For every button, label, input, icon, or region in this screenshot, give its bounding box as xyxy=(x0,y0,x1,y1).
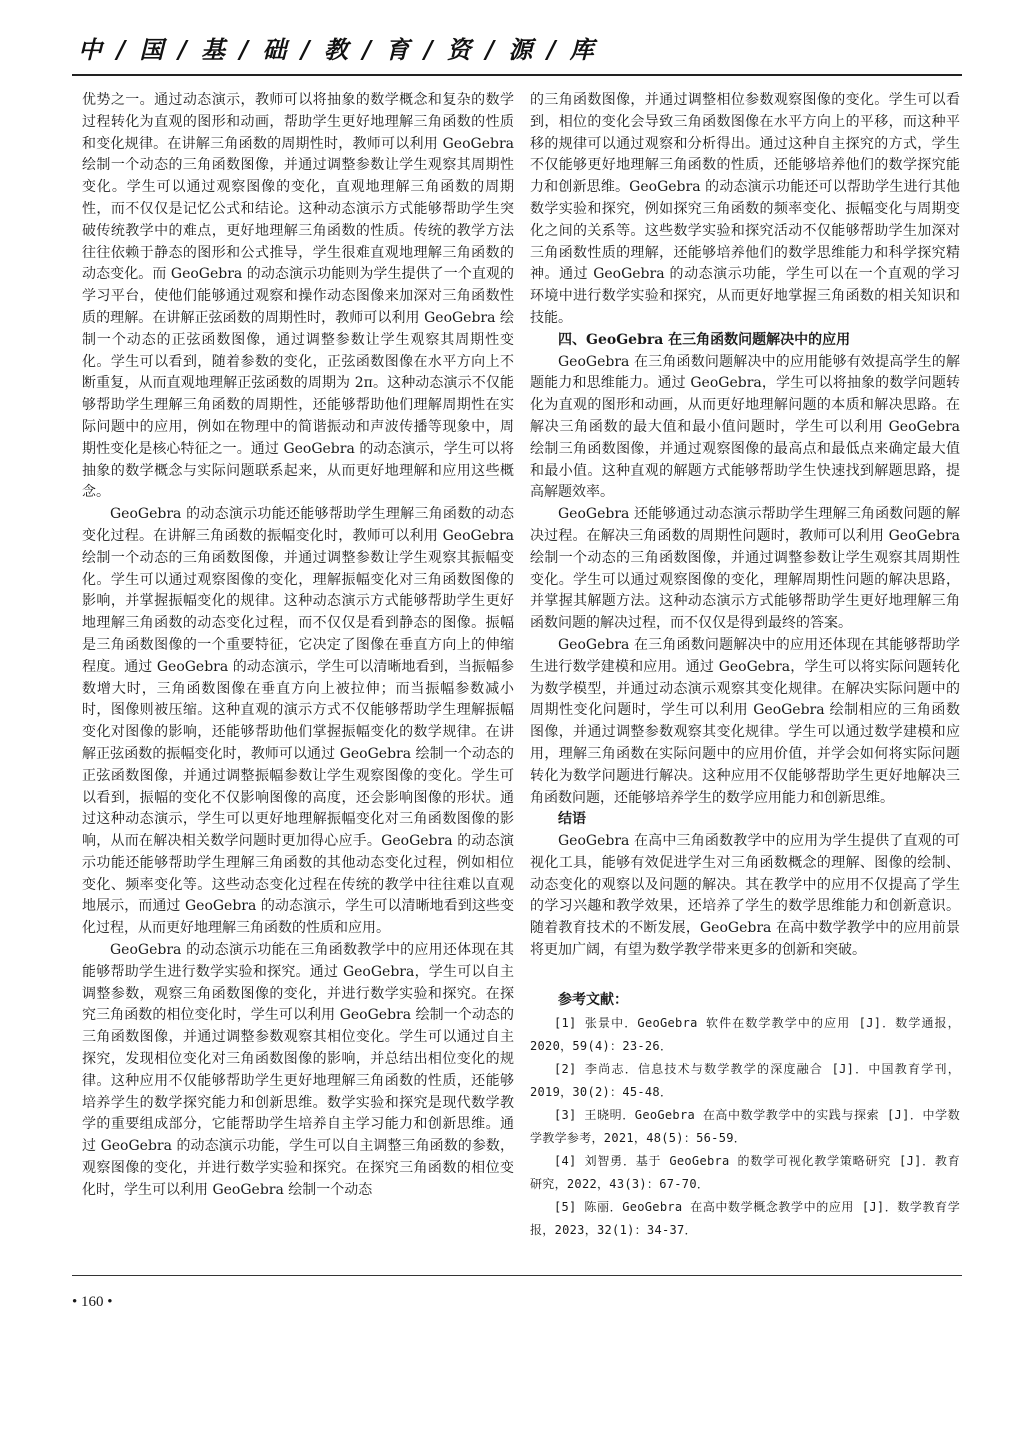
footer-divider xyxy=(72,1275,962,1276)
header-divider xyxy=(72,74,962,76)
reference-item: [5] 陈丽．GeoGebra 在高中数学概念教学中的应用 [J]．数学教育学报，2023，32(1)：34-37． xyxy=(530,1199,960,1237)
right-column xyxy=(530,90,960,1242)
reference-item: [4] 刘智勇．基于 GeoGebra 的数学可视化教学策略研究 [J]．教育研究，2022，43(3)：67-70． xyxy=(530,1153,960,1191)
conclusion-heading: 结语 xyxy=(558,811,586,828)
journal-header: 中 / 国 / 基 / 础 / 教 / 育 / 资 / 源 / 库 xyxy=(78,35,597,64)
left-column xyxy=(82,90,514,1202)
reference-item: [3] 王晓明．GeoGebra 在高中数学教学中的实践与探索 [J]．中学数学教学参考，2021，48(5)：56-59． xyxy=(530,1107,960,1145)
body-paragraph: GeoGebra 在三角函数问题解决中的应用还体现在其能够帮助学生进行数学建模和应用。通过 GeoGebra，学生可以将实际问题转化为数学模型，并通过动态演示观察其变化规律。在解决实际问题中的周期性变化问题时，学生可以利用 GeoGebra 绘制相应的三角函数图像，并通过调整参数观察其变化规律。学生可以通过数学建模和应用，理解三角函数在实际问题中的应用价值，并学会如何将实际问题转化为数学问题进行解决。这种应用不仅能够帮助学生更好地解决三角函数问题，还能够培养学生的数学应用能力和创新思维。 xyxy=(530,636,960,806)
body-paragraph: GeoGebra 的动态演示功能还能够帮助学生理解三角函数的动态变化过程。在讲解三角函数的振幅变化时，教师可以利用 GeoGebra 绘制一个动态的三角函数图像，并通过调整参数让学生观察其振幅变化。学生可以通过观察图像的变化，理解振幅变化对三角函数图像的影响，并掌握振幅变化的规律。这种动态演示方式能够帮助学生更好地理解三角函数的动态变化过程，而不仅仅是看到静态的图像。振幅是三角函数图像的一个重要特征，它决定了图像在垂直方向上的伸缩程度。通过 GeoGebra 的动态演示，学生可以清晰地看到，当振幅参数增大时，三角函数图像在垂直方向上被拉伸；而当振幅参数减小时，图像则被压缩。这种直观的演示方式不仅能够帮助学生理解振幅变化对图像的影响，还能够帮助他们掌握振幅变化的数学规律。在讲解正弦函数的振幅变化时，教师可以通过 GeoGebra 绘制一个动态的正弦函数图像，并通过调整振幅参数让学生观察图像的变化。学生可以看到，振幅的变化不仅影响图像的高度，还会影响图像的形状。通过这种动态演示，学生可以更好地理解振幅变化对三角函数图像的影响，从而在解决相关数学问题时更加得心应手。GeoGebra 的动态演示功能还能够帮助学生理解三角函数的其他动态变化过程，例如相位变化、频率变化等。这些动态变化过程在传统的教学中往往难以直观地展示，而通过 GeoGebra 的动态演示，学生可以清晰地看到这些变化过程，从而更好地理解三角函数的性质和应用。 xyxy=(82,506,514,937)
references-title: 参考文献： xyxy=(558,991,628,1008)
body-paragraph: 的三角函数图像，并通过调整相位参数观察图像的变化。学生可以看到，相位的变化会导致三角函数图像在水平方向上的平移，而这种平移的规律可以通过观察和分析得出。通过这种自主探究的方式，学生不仅能够更好地理解三角函数的性质，还能够培养他们的数学探究能力和创新思维。GeoGebra 的动态演示功能还可以帮助学生进行其他数学实验和探究，例如探究三角函数的频率变化、振幅变化与周期变化之间的关系等。这些数学实验和探究活动不仅能够帮助学生加深对三角函数性质的理解，还能够培养他们的数学思维能力和科学探究精神。通过 GeoGebra 的动态演示功能，学生可以在一个直观的学习环境中进行数学实验和探究，从而更好地掌握三角函数的相关知识和技能。 xyxy=(530,92,960,326)
body-paragraph: GeoGebra 在高中三角函数教学中的应用为学生提供了直观的可视化工具，能够有效促进学生对三角函数概念的理解、图像的绘制、动态变化的观察以及问题的解决。其在教学中的应用不仅提高了学生的学习兴趣和教学效果，还培养了学生的数学思维能力和创新意识。随着教育技术的不断发展，GeoGebra 在高中数学教学中的应用前景将更加广阔，有望为数学教学带来更多的创新和突破。 xyxy=(530,833,960,959)
body-paragraph: 优势之一。通过动态演示，教师可以将抽象的数学概念和复杂的数学过程转化为直观的图形和动画，帮助学生更好地理解三角函数的性质和变化规律。在讲解三角函数的周期性时，教师可以利用 GeoGebra 绘制一个动态的三角函数图像，并通过调整参数让学生观察其周期性变化。学生可以通过观察图像的变化，直观地理解三角函数的周期性，而不仅仅是记忆公式和结论。这种动态演示方式能够帮助学生突破传统教学中的难点，更好地理解三角函数的性质。传统的教学方法往往依赖于静态的图形和公式推导，学生很难直观地理解三角函数的动态变化。而 GeoGebra 的动态演示功能则为学生提供了一个直观的学习平台，使他们能够通过观察和操作动态图像来加深对三角函数性质的理解。在讲解正弦函数的周期性时，教师可以利用 GeoGebra 绘制一个动态的正弦函数图像，通过调整参数让学生观察其周期性变化。学生可以看到，随着参数的变化，正弦函数图像在水平方向上不断重复，从而直观地理解正弦函数的周期为 2π。这种动态演示不仅能够帮助学生理解三角函数的周期性，还能够帮助他们理解周期性在实际问题中的应用，例如在物理中的简谐振动和声波传播等现象中，周期性变化是核心特征之一。通过 GeoGebra 的动态演示，学生可以将抽象的数学概念与实际问题联系起来，从而更好地理解和应用这些概念。 xyxy=(82,92,514,501)
reference-item: [1] 张景中．GeoGebra 软件在数学教学中的应用 [J]．数学通报，2020，59(4)：23-26． xyxy=(530,1015,960,1053)
body-paragraph: GeoGebra 还能够通过动态演示帮助学生理解三角函数问题的解决过程。在解决三角函数的周期性问题时，教师可以利用 GeoGebra 绘制一个动态的三角函数图像，并通过调整参数让学生观察其周期性变化。学生可以通过观察图像的变化，理解周期性问题的解决思路，并掌握其解题方法。这种动态演示方式能够帮助学生更好地理解三角函数问题的解决过程，而不仅仅是得到最终的答案。 xyxy=(530,506,960,632)
page-number: • 160 • xyxy=(72,1294,113,1310)
body-paragraph: GeoGebra 的动态演示功能在三角函数教学中的应用还体现在其能够帮助学生进行数学实验和探究。通过 GeoGebra，学生可以自主调整参数，观察三角函数图像的变化，并进行数学实验和探究。在探究三角函数的相位变化时，学生可以利用 GeoGebra 绘制一个动态的三角函数图像，并通过调整参数观察其相位变化。学生可以通过自主探究，发现相位变化对三角函数图像的影响，并总结出相位变化的规律。这种应用不仅能够帮助学生更好地理解三角函数的性质，还能够培养学生的数学探究能力和创新思维。数学实验和探究是现代数学教学的重要组成部分，它能帮助学生培养自主学习能力和创新思维。通过 GeoGebra 的动态演示功能，学生可以自主调整三角函数的参数，观察图像的变化，并进行数学实验和探究。在探究三角函数的相位变化时，学生可以利用 GeoGebra 绘制一个动态 xyxy=(82,942,514,1198)
reference-item: [2] 李尚志．信息技术与数学教学的深度融合 [J]．中国教育学刊，2019，30(2)：45-48． xyxy=(530,1061,960,1099)
section-heading: 四、GeoGebra 在三角函数问题解决中的应用 xyxy=(558,331,851,348)
body-paragraph: GeoGebra 在三角函数问题解决中的应用能够有效提高学生的解题能力和思维能力。通过 GeoGebra，学生可以将抽象的数学问题转化为直观的图形和动画，从而更好地理解问题的本质和解决思路。在解决三角函数的最大值和最小值问题时，学生可以利用 GeoGebra 绘制三角函数图像，并通过观察图像的最高点和最低点来确定最大值和最小值。这种直观的解题方式能够帮助学生快速找到解题思路，提高解题效率。 xyxy=(530,353,960,501)
